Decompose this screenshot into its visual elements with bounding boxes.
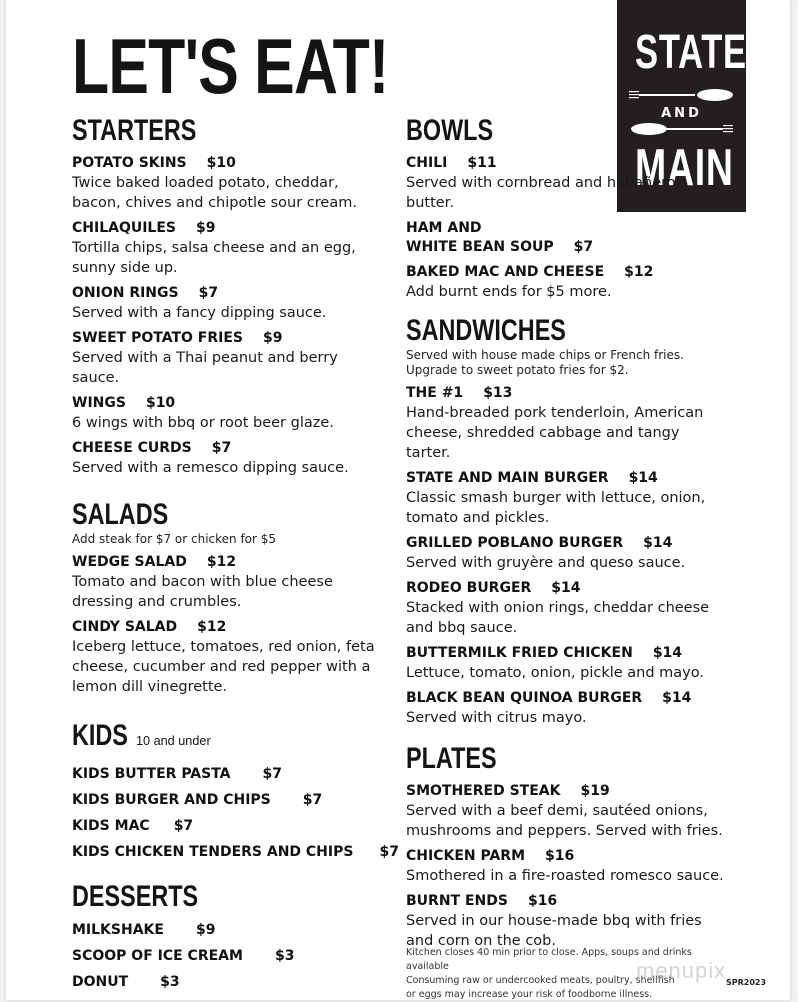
- sandwiches-note: Served with house made chips or French fries. Upgrade to sweet potato fries for $2.: [406, 348, 684, 377]
- footnote-line: or eggs may increase your risk of foodborne illness.: [406, 989, 653, 1000]
- item-description: Iceberg lettuce, tomatoes, red onion, feta cheese, cucumber and red pepper with a lemon dill vinegrette.: [72, 639, 375, 695]
- item-description: Add burnt ends for $5 more.: [406, 284, 612, 300]
- item-description: Lettuce, tomato, onion, pickle and mayo.: [406, 665, 704, 681]
- item-description: Classic smash burger with lettuce, onion, tomato and pickles.: [406, 490, 706, 526]
- item-name: SCOOP OF ICE CREAM: [72, 948, 243, 964]
- item-description: 6 wings with bbq or root beer glaze.: [72, 415, 334, 431]
- logo-word-and: AND: [661, 106, 702, 121]
- item-description: Served with a fancy dipping sauce.: [72, 305, 327, 321]
- item-name: CHICKEN PARM: [406, 848, 525, 864]
- item-price: $9: [195, 922, 216, 938]
- section-title-kids: [72, 719, 314, 758]
- kids-title: KIDS: [72, 719, 128, 752]
- starters-list: [72, 154, 382, 478]
- item-description: Hand-breaded pork tenderloin, American cheese, shredded cabbage and tangy tarter.: [406, 405, 704, 461]
- menu-item: [406, 219, 726, 257]
- item-price: $12: [206, 554, 237, 570]
- logo-word-state: STATE: [635, 26, 747, 79]
- section-title-sandwiches: SANDWICHES: [406, 314, 566, 347]
- menu-item: [72, 394, 382, 433]
- menu-left-column: [72, 114, 399, 992]
- item-price: $14: [628, 470, 658, 486]
- watermark: menupix: [636, 958, 727, 983]
- item-name: WINGS: [72, 395, 126, 411]
- item-name: KIDS MAC: [72, 818, 150, 834]
- menu-item: [72, 791, 382, 810]
- footnote-line: Consuming raw or undercooked meats, poultry, shellfish: [406, 975, 675, 986]
- item-price: $14: [643, 535, 673, 551]
- menu-code: SPR2023: [726, 978, 767, 987]
- item-description: Served in our house-made bbq with fries and corn on the cob.: [406, 913, 702, 949]
- item-price: $7: [198, 285, 219, 301]
- item-name: WEDGE SALAD: [72, 554, 187, 570]
- item-name: DONUT: [72, 974, 129, 990]
- footnote-line: Kitchen closes 40 min prior to close. Apps, soups and drinks available: [406, 947, 692, 972]
- item-price: $10: [145, 395, 176, 411]
- menu-item: [72, 765, 382, 784]
- item-name: BURNT ENDS: [406, 893, 508, 909]
- item-price: $10: [206, 155, 236, 171]
- item-name: CHILAQUILES: [72, 220, 177, 236]
- fork-spoon-icon: [629, 88, 735, 102]
- item-price: $12: [197, 619, 227, 635]
- item-name: BLACK BEAN QUINOA BURGER: [406, 690, 643, 706]
- menu-headline: LET'S EAT!: [72, 22, 389, 110]
- item-name: CINDY SALAD: [72, 619, 178, 635]
- item-name: GRILLED POBLANO BURGER: [406, 535, 624, 551]
- kids-subtitle: 10 and under: [135, 733, 211, 748]
- item-price: $7: [211, 440, 232, 456]
- menu-item: [406, 689, 726, 728]
- item-price: $7: [379, 844, 399, 860]
- section-title-plates: PLATES: [406, 742, 497, 775]
- item-price: $7: [302, 792, 323, 808]
- item-description: Served with citrus mayo.: [406, 710, 587, 726]
- item-price: $12: [624, 264, 654, 280]
- item-name: KIDS BUTTER PASTA: [72, 766, 231, 782]
- item-name: STATE AND MAIN BURGER: [406, 470, 609, 486]
- item-price: $11: [467, 155, 497, 171]
- menu-item: [406, 579, 726, 638]
- bowls-list: [406, 154, 726, 302]
- item-price: $19: [580, 783, 610, 799]
- kids-list: [72, 765, 399, 862]
- item-price: $9: [196, 220, 216, 236]
- menu-item: [72, 817, 382, 836]
- item-name: THE #1: [406, 385, 464, 401]
- menu-item: [406, 384, 726, 463]
- item-name: BAKED MAC AND CHEESE: [406, 264, 605, 280]
- item-description: Stacked with onion rings, cheddar cheese and bbq sauce.: [406, 600, 710, 636]
- item-name-line2: WHITE BEAN SOUP: [406, 239, 554, 255]
- menu-sheet: [6, 0, 790, 1000]
- item-description: Served with gruyère and queso sauce.: [406, 555, 686, 571]
- item-description: Served with a remesco dipping sauce.: [72, 460, 349, 476]
- section-title-bowls: BOWLS: [406, 114, 494, 147]
- item-description: Served with cornbread and habañero butter.: [406, 175, 676, 211]
- menu-item: [406, 782, 726, 841]
- item-name: HAM AND: [406, 220, 482, 236]
- item-price: $7: [262, 766, 282, 782]
- item-name: POTATO SKINS: [72, 155, 187, 171]
- menu-right-column: [406, 114, 734, 951]
- item-price: $14: [551, 580, 581, 596]
- logo-word-main: MAIN: [635, 139, 734, 197]
- menu-item: [72, 284, 382, 323]
- plates-list: [406, 782, 726, 951]
- item-name: KIDS CHICKEN TENDERS AND CHIPS: [72, 844, 354, 860]
- menu-item: [406, 644, 726, 683]
- menu-item: [72, 219, 382, 278]
- item-name: KIDS BURGER AND CHIPS: [72, 792, 271, 808]
- salads-list: [72, 553, 382, 697]
- item-name: CHILI: [406, 155, 448, 171]
- menu-item: [72, 439, 382, 478]
- menu-item: [72, 553, 382, 612]
- item-description: Served with a beef demi, sautéed onions, mushrooms and peppers. Served with fries.: [406, 803, 723, 839]
- item-price: $3: [274, 948, 295, 964]
- menu-item: [406, 469, 726, 528]
- salads-note: Add steak for $7 or chicken for $5: [72, 532, 277, 546]
- menu-item: [406, 534, 726, 573]
- menu-item: [72, 921, 382, 940]
- desserts-list: [72, 921, 382, 992]
- item-price: $16: [545, 848, 575, 864]
- item-name: CHEESE CURDS: [72, 440, 192, 456]
- menu-item: [406, 263, 726, 302]
- item-name: SMOTHERED STEAK: [406, 783, 561, 799]
- item-name: ONION RINGS: [72, 285, 179, 301]
- item-price: $14: [652, 645, 683, 661]
- item-name: SWEET POTATO FRIES: [72, 330, 243, 346]
- menu-item: [72, 154, 382, 213]
- item-name: BUTTERMILK FRIED CHICKEN: [406, 645, 633, 661]
- item-price: $3: [160, 974, 180, 990]
- section-title-desserts: DESSERTS: [72, 880, 199, 913]
- item-price: $7: [573, 239, 594, 255]
- item-description: Tortilla chips, salsa cheese and an egg, sunny side up.: [72, 240, 356, 276]
- item-price: $9: [262, 330, 283, 346]
- menu-item: [72, 618, 382, 697]
- item-price: $16: [527, 893, 558, 909]
- menu-item: [406, 847, 726, 886]
- menu-item: [72, 329, 382, 388]
- menu-item: [406, 892, 726, 951]
- menu-item: [72, 947, 382, 966]
- item-price: $13: [483, 385, 513, 401]
- item-description: Smothered in a fire-roasted romesco sauce.: [406, 868, 724, 884]
- section-title-salads: SALADS: [72, 498, 169, 531]
- menu-item: [72, 843, 399, 862]
- item-description: Tomato and bacon with blue cheese dressing and crumbles.: [72, 574, 333, 610]
- item-price: $14: [662, 690, 692, 706]
- item-name: MILKSHAKE: [72, 922, 164, 938]
- sandwiches-list: [406, 384, 726, 728]
- item-description: Twice baked loaded potato, cheddar, bacon, chives and chipotle sour cream.: [72, 175, 357, 211]
- menu-item: [406, 154, 726, 213]
- section-title-starters: STARTERS: [72, 114, 197, 147]
- item-price: $7: [173, 818, 194, 834]
- item-name: RODEO BURGER: [406, 580, 532, 596]
- menu-item: [72, 973, 382, 992]
- item-description: Served with a Thai peanut and berry sauce.: [72, 350, 338, 386]
